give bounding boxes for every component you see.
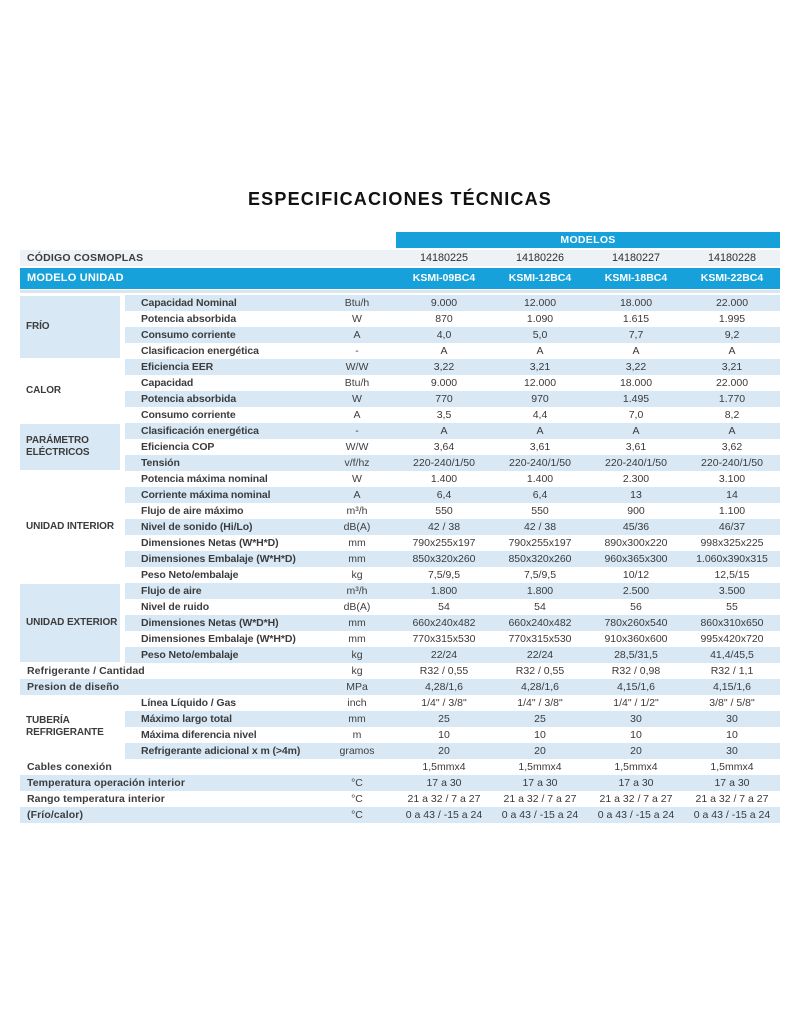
unit-model-value: KSMI-22BC4 xyxy=(700,272,764,284)
spec-section-unidad-interior xyxy=(20,471,780,583)
spec-row-value: 22/24 xyxy=(430,649,458,661)
spec-row-value: 17 a 30 xyxy=(618,777,654,789)
spec-row-value: 54 xyxy=(438,601,450,613)
spec-row-value: 660x240x482 xyxy=(508,617,572,629)
spec-row-value: 22.000 xyxy=(715,377,749,389)
spec-row-unit: W/W xyxy=(345,361,369,373)
spec-row-value: 14 xyxy=(726,489,738,501)
spec-row-unit xyxy=(318,759,396,775)
spec-row-value: 12,5/15 xyxy=(714,569,750,581)
spec-row-value: 28,5/31,5 xyxy=(614,649,658,661)
spec-row-value: 3,5 xyxy=(436,409,452,421)
spec-row-unit: dB(A) xyxy=(343,601,371,613)
spec-section-rows xyxy=(125,695,780,759)
cosmoplas-code-value: 14180225 xyxy=(419,252,469,264)
spec-row-value: 2.500 xyxy=(622,585,650,597)
spec-row-value: 12.000 xyxy=(523,297,557,309)
spec-row-value: 10 xyxy=(534,729,546,741)
spec-row-label: Corriente máxima nominal xyxy=(141,489,271,501)
spec-row-label: Potencia absorbida xyxy=(141,393,237,405)
spec-rows-container xyxy=(20,295,780,823)
spec-row xyxy=(125,727,780,743)
spec-row xyxy=(125,615,780,631)
spec-section-label: UNIDAD EXTERIOR xyxy=(20,584,120,662)
spec-row-value: 10 xyxy=(438,729,450,741)
spec-row-unit: kg xyxy=(351,569,363,581)
spec-row-unit: °C xyxy=(351,777,363,789)
spec-row-label: Presion de diseño xyxy=(27,681,120,693)
spec-row-value: 18.000 xyxy=(619,377,653,389)
spec-section-label: TUBERÍA REFRIGERANTE xyxy=(26,715,104,738)
spec-row-unit: mm xyxy=(348,617,366,629)
spec-row xyxy=(125,695,780,711)
spec-row-value: A xyxy=(728,345,736,357)
spec-row-value: 890x300x220 xyxy=(604,537,668,549)
spec-row-value: 13 xyxy=(630,489,642,501)
spec-row xyxy=(125,359,780,375)
spec-row-value: 18.000 xyxy=(619,297,653,309)
cosmoplas-code-value: 14180226 xyxy=(515,252,565,264)
header-divider-band xyxy=(20,290,780,293)
spec-row xyxy=(125,647,780,663)
page-title: ESPECIFICACIONES TÉCNICAS xyxy=(247,189,553,209)
cosmoplas-code-value: 14180228 xyxy=(707,252,757,264)
spec-row-value: 9.000 xyxy=(430,377,458,389)
spec-row-value: 22.000 xyxy=(715,297,749,309)
spec-row-label: Capacidad Nominal xyxy=(141,297,237,309)
cosmoplas-code-value: 14180227 xyxy=(611,252,661,264)
spec-row-value: 1/4" / 3/8" xyxy=(517,697,563,709)
spec-row xyxy=(125,583,780,599)
spec-row-value: R32 / 0,55 xyxy=(419,665,469,677)
spec-row-unit: kg xyxy=(351,665,363,677)
spec-row-value: 4,28/1,6 xyxy=(521,681,559,693)
modelo-unidad-row xyxy=(20,268,780,289)
spec-row-value: 1,5mmx4 xyxy=(614,761,658,773)
spec-row-value: 0 a 43 / -15 a 24 xyxy=(405,809,483,821)
spec-row-label: Consumo corriente xyxy=(141,409,236,421)
spec-row-unit: A xyxy=(353,409,361,421)
spec-row-value: 1.995 xyxy=(718,313,746,325)
spec-table xyxy=(20,232,780,823)
spec-row-value: 3.100 xyxy=(718,473,746,485)
spec-section-label: PARÁMETRO ELÉCTRICOS xyxy=(20,424,120,470)
spec-row-value: A xyxy=(440,425,448,437)
spec-row xyxy=(125,631,780,647)
spec-row xyxy=(20,663,780,679)
spec-row xyxy=(125,551,780,567)
spec-section-label: UNIDAD INTERIOR xyxy=(26,521,114,532)
spec-row-value: 54 xyxy=(534,601,546,613)
spec-row-value: 21 a 32 / 7 a 27 xyxy=(407,793,481,805)
spec-row-value: 660x240x482 xyxy=(412,617,476,629)
spec-row-label: Dimensiones Netas (W*D*H) xyxy=(141,617,279,629)
spec-row-label: Nivel de ruido xyxy=(141,601,210,613)
spec-row-value: 0 a 43 / -15 a 24 xyxy=(501,809,579,821)
spec-row-value: 6,4 xyxy=(436,489,452,501)
spec-row-value: 1,5mmx4 xyxy=(422,761,466,773)
spec-row-label: Clasificacion energética xyxy=(141,345,259,357)
spec-row-unit: mm xyxy=(348,713,366,725)
spec-row-value: 25 xyxy=(438,713,450,725)
spec-row-value: 790x255x197 xyxy=(412,537,476,549)
spec-row-value: 0 a 43 / -15 a 24 xyxy=(693,809,771,821)
spec-row-value: 1.615 xyxy=(622,313,650,325)
models-header-row xyxy=(20,232,780,248)
spec-row-value: 1.060x390x315 xyxy=(696,553,768,565)
spec-row-value: 220-240/1/50 xyxy=(509,457,571,469)
spec-row-value: 1,5mmx4 xyxy=(518,761,562,773)
spec-row-value: 7,7 xyxy=(628,329,644,341)
spec-row-value: 56 xyxy=(630,601,642,613)
spec-row-value: 20 xyxy=(438,745,450,757)
spec-row-label: Dimensiones Embalaje (W*H*D) xyxy=(141,633,296,645)
spec-row xyxy=(125,391,780,407)
spec-row-unit: W xyxy=(352,393,362,405)
spec-row-label: Tensión xyxy=(141,457,180,469)
spec-row-value: 1.495 xyxy=(622,393,650,405)
spec-row-value: 770 xyxy=(435,393,453,405)
spec-row-unit: A xyxy=(353,329,361,341)
spec-row-value: 17 a 30 xyxy=(714,777,750,789)
spec-row-label: Refrigerante adicional x m (>4m) xyxy=(141,745,301,757)
spec-row-value: 7,5/9,5 xyxy=(427,569,461,581)
spec-row-label: (Frío/calor) xyxy=(27,809,84,821)
spec-row-value: 780x260x540 xyxy=(604,617,668,629)
spec-section-rows xyxy=(125,423,780,471)
spec-row-value: 3,61 xyxy=(625,441,647,453)
spec-section-rows xyxy=(125,359,780,423)
spec-row-unit: inch xyxy=(347,697,367,709)
spec-row-value: 970 xyxy=(531,393,549,405)
spec-row xyxy=(125,311,780,327)
spec-row-value: 1.090 xyxy=(526,313,554,325)
unit-model-value: KSMI-09BC4 xyxy=(412,272,476,284)
spec-row-label: Máxima diferencia nivel xyxy=(141,729,257,741)
spec-section-unidad-exterior xyxy=(20,583,780,663)
unit-model-value: KSMI-12BC4 xyxy=(508,272,572,284)
spec-row-label: Nivel de sonido (Hi/Lo) xyxy=(141,521,253,533)
spec-row xyxy=(125,455,780,471)
spec-row-unit: W xyxy=(352,473,362,485)
codigo-cosmoplas-label: CÓDIGO COSMOPLAS xyxy=(27,252,144,264)
spec-row-unit: MPa xyxy=(346,681,368,693)
spec-row xyxy=(125,295,780,311)
spec-row-value: A xyxy=(632,425,640,437)
spec-row-label: Capacidad xyxy=(141,377,194,389)
spec-row-value: 12.000 xyxy=(523,377,557,389)
spec-row-value: 9.000 xyxy=(430,297,458,309)
spec-row-value: 900 xyxy=(627,505,645,517)
spec-row-unit: Btu/h xyxy=(344,377,370,389)
spec-row-value: A xyxy=(536,345,544,357)
spec-row-unit: W xyxy=(352,313,362,325)
spec-row-value: 7,0 xyxy=(628,409,644,421)
spec-row-value: 770x315x530 xyxy=(508,633,572,645)
spec-row-value: 10/12 xyxy=(622,569,650,581)
spec-row-value: 4,0 xyxy=(436,329,452,341)
spec-row-unit: m xyxy=(352,729,362,741)
spec-row-value: 3,22 xyxy=(625,361,647,373)
spec-row-label: Consumo corriente xyxy=(141,329,236,341)
spec-row-label: Línea Líquido / Gas xyxy=(141,697,236,709)
spec-row-value: 4,15/1,6 xyxy=(713,681,751,693)
spec-row-unit: mm xyxy=(348,537,366,549)
spec-row-label: Peso Neto/embalaje xyxy=(141,569,239,581)
spec-row-value: 10 xyxy=(630,729,642,741)
spec-row-value: 41,4/45,5 xyxy=(710,649,754,661)
spec-row-value: 25 xyxy=(534,713,546,725)
unit-model-value: KSMI-18BC4 xyxy=(604,272,668,284)
spec-row-value: 960x365x300 xyxy=(604,553,668,565)
spec-row-value: 30 xyxy=(726,745,738,757)
spec-row-value: 8,2 xyxy=(724,409,740,421)
spec-row-label: Potencia máxima nominal xyxy=(141,473,268,485)
spec-row xyxy=(125,375,780,391)
spec-row-value: 220-240/1/50 xyxy=(413,457,475,469)
spec-row-unit: m³/h xyxy=(346,585,368,597)
spec-row-value: 3,61 xyxy=(529,441,551,453)
spec-row-value: 20 xyxy=(630,745,642,757)
spec-row-value: 45/36 xyxy=(622,521,650,533)
spec-row-value: 1.400 xyxy=(430,473,458,485)
spec-row-label: Cables conexión xyxy=(27,761,112,773)
spec-row-value: 1.400 xyxy=(526,473,554,485)
spec-row-unit: °C xyxy=(351,793,363,805)
spec-row-value: 1.800 xyxy=(526,585,554,597)
spec-row xyxy=(20,679,780,695)
spec-row-value: 6,4 xyxy=(532,489,548,501)
spec-row xyxy=(20,775,780,791)
spec-row-value: 770x315x530 xyxy=(412,633,476,645)
spec-row-value: 3,62 xyxy=(721,441,743,453)
spec-section-label: FRÍO xyxy=(20,296,120,358)
spec-row xyxy=(125,599,780,615)
spec-row-value: 1/4" / 3/8" xyxy=(421,697,467,709)
spec-section-rows xyxy=(125,583,780,663)
spec-row-value: 1/4" / 1/2" xyxy=(613,697,659,709)
spec-row-value: 4,4 xyxy=(532,409,548,421)
spec-row-value: 910x360x600 xyxy=(604,633,668,645)
spec-row-label: Potencia absorbida xyxy=(141,313,237,325)
spec-row-value: R32 / 1,1 xyxy=(710,665,754,677)
spec-row-value: 42 / 38 xyxy=(427,521,461,533)
spec-row xyxy=(125,567,780,583)
spec-row-value: 21 a 32 / 7 a 27 xyxy=(599,793,673,805)
spec-row xyxy=(125,535,780,551)
spec-row-value: 55 xyxy=(726,601,738,613)
spec-row-value: 46/37 xyxy=(718,521,746,533)
spec-row-value: 4,28/1,6 xyxy=(425,681,463,693)
spec-row-value: A xyxy=(728,425,736,437)
spec-row-value: 3,22 xyxy=(433,361,455,373)
spec-row-value: 1.100 xyxy=(718,505,746,517)
spec-row-label: Temperatura operación interior xyxy=(27,777,186,789)
spec-row-value: 30 xyxy=(726,713,738,725)
spec-row-value: 42 / 38 xyxy=(523,521,557,533)
spec-row xyxy=(125,471,780,487)
spec-section-calor xyxy=(20,359,780,423)
spec-row-label: Máximo largo total xyxy=(141,713,232,725)
spec-row-value: 21 a 32 / 7 a 27 xyxy=(503,793,577,805)
spec-section-rows xyxy=(125,295,780,359)
spec-row-label: Dimensiones Embalaje (W*H*D) xyxy=(141,553,296,565)
spec-row-value: 4,15/1,6 xyxy=(617,681,655,693)
spec-row xyxy=(125,439,780,455)
spec-section-frio xyxy=(20,295,780,359)
spec-row-unit: gramos xyxy=(339,745,375,757)
spec-row-label: Clasificación energética xyxy=(141,425,259,437)
spec-row-value: A xyxy=(632,345,640,357)
spec-row-label: Flujo de aire máximo xyxy=(141,505,244,517)
spec-row-value: A xyxy=(440,345,448,357)
spec-row-unit: dB(A) xyxy=(343,521,371,533)
spec-row xyxy=(125,487,780,503)
spec-row-unit: mm xyxy=(348,633,366,645)
spec-row-unit: mm xyxy=(348,553,366,565)
spec-section-tuberia-refrigerante xyxy=(20,695,780,759)
spec-row-value: 1,5mmx4 xyxy=(710,761,754,773)
spec-row-value: 995x420x720 xyxy=(700,633,764,645)
spec-row-value: 7,5/9,5 xyxy=(523,569,557,581)
spec-row-value: R32 / 0,98 xyxy=(611,665,661,677)
spec-row-unit: v/f/hz xyxy=(344,457,370,469)
spec-row-value: 5,0 xyxy=(532,329,548,341)
spec-row-value: R32 / 0,55 xyxy=(515,665,565,677)
spec-row-value: 20 xyxy=(534,745,546,757)
spec-row-value: 3.500 xyxy=(718,585,746,597)
spec-row-unit: kg xyxy=(351,649,363,661)
spec-row xyxy=(20,759,780,775)
spec-row-label: Eficiencia EER xyxy=(141,361,214,373)
spec-row-value: 550 xyxy=(435,505,453,517)
spec-row-label: Peso Neto/embalaje xyxy=(141,649,239,661)
models-header-spacer xyxy=(20,232,396,248)
spec-row xyxy=(20,807,780,823)
spec-row-value: 998x325x225 xyxy=(700,537,764,549)
codigo-cosmoplas-row xyxy=(20,250,780,266)
spec-row xyxy=(125,343,780,359)
spec-row-value: 3,21 xyxy=(721,361,743,373)
spec-row-value: 0 a 43 / -15 a 24 xyxy=(597,809,675,821)
spec-section-rows xyxy=(125,471,780,583)
spec-row-unit: - xyxy=(355,345,359,357)
spec-row-value: 850x320x260 xyxy=(508,553,572,565)
spec-row-value: 220-240/1/50 xyxy=(701,457,763,469)
spec-row-value: 850x320x260 xyxy=(412,553,476,565)
spec-row-value: 3/8" / 5/8" xyxy=(709,697,755,709)
spec-row-value: 21 a 32 / 7 a 27 xyxy=(695,793,769,805)
spec-row-value: 17 a 30 xyxy=(522,777,558,789)
spec-row-value: 860x310x650 xyxy=(700,617,764,629)
spec-row-value: 220-240/1/50 xyxy=(605,457,667,469)
spec-row xyxy=(20,791,780,807)
spec-row-unit: - xyxy=(355,425,359,437)
spec-row-label: Refrigerante / Cantidad xyxy=(27,665,145,677)
spec-row xyxy=(125,423,780,439)
spec-row-label: Dimensiones Netas (W*H*D) xyxy=(141,537,279,549)
spec-row-unit: Btu/h xyxy=(344,297,370,309)
spec-row-value: 3,21 xyxy=(529,361,551,373)
spec-section-label: CALOR xyxy=(26,385,62,396)
spec-row-value: 3,64 xyxy=(433,441,455,453)
spec-row-value: 17 a 30 xyxy=(426,777,462,789)
spec-row-value: 1.770 xyxy=(718,393,746,405)
spec-row-value: 10 xyxy=(726,729,738,741)
spec-row xyxy=(125,711,780,727)
spec-row-unit: m³/h xyxy=(346,505,368,517)
spec-row-value: 22/24 xyxy=(526,649,554,661)
spec-row-value: 550 xyxy=(531,505,549,517)
spec-row-unit: °C xyxy=(351,809,363,821)
spec-row xyxy=(125,503,780,519)
modelo-unidad-label: MODELO UNIDAD xyxy=(27,272,124,284)
spec-row-label: Rango temperatura interior xyxy=(27,793,165,805)
spec-row-value: 1.800 xyxy=(430,585,458,597)
spec-row-label: Flujo de aire xyxy=(141,585,202,597)
spec-row xyxy=(125,519,780,535)
spec-row-value: 870 xyxy=(435,313,453,325)
spec-row xyxy=(125,327,780,343)
spec-row-unit: W/W xyxy=(345,441,369,453)
spec-row-value: A xyxy=(536,425,544,437)
spec-row xyxy=(125,407,780,423)
models-header-bar: MODELOS xyxy=(396,232,780,248)
spec-row-label: Eficiencia COP xyxy=(141,441,215,453)
spec-row-value: 2.300 xyxy=(622,473,650,485)
spec-row xyxy=(125,743,780,759)
spec-section-parametro-electricos xyxy=(20,423,780,471)
spec-row-unit: A xyxy=(353,489,361,501)
spec-row-value: 9,2 xyxy=(724,329,740,341)
spec-row-value: 790x255x197 xyxy=(508,537,572,549)
spec-row-value: 30 xyxy=(630,713,642,725)
